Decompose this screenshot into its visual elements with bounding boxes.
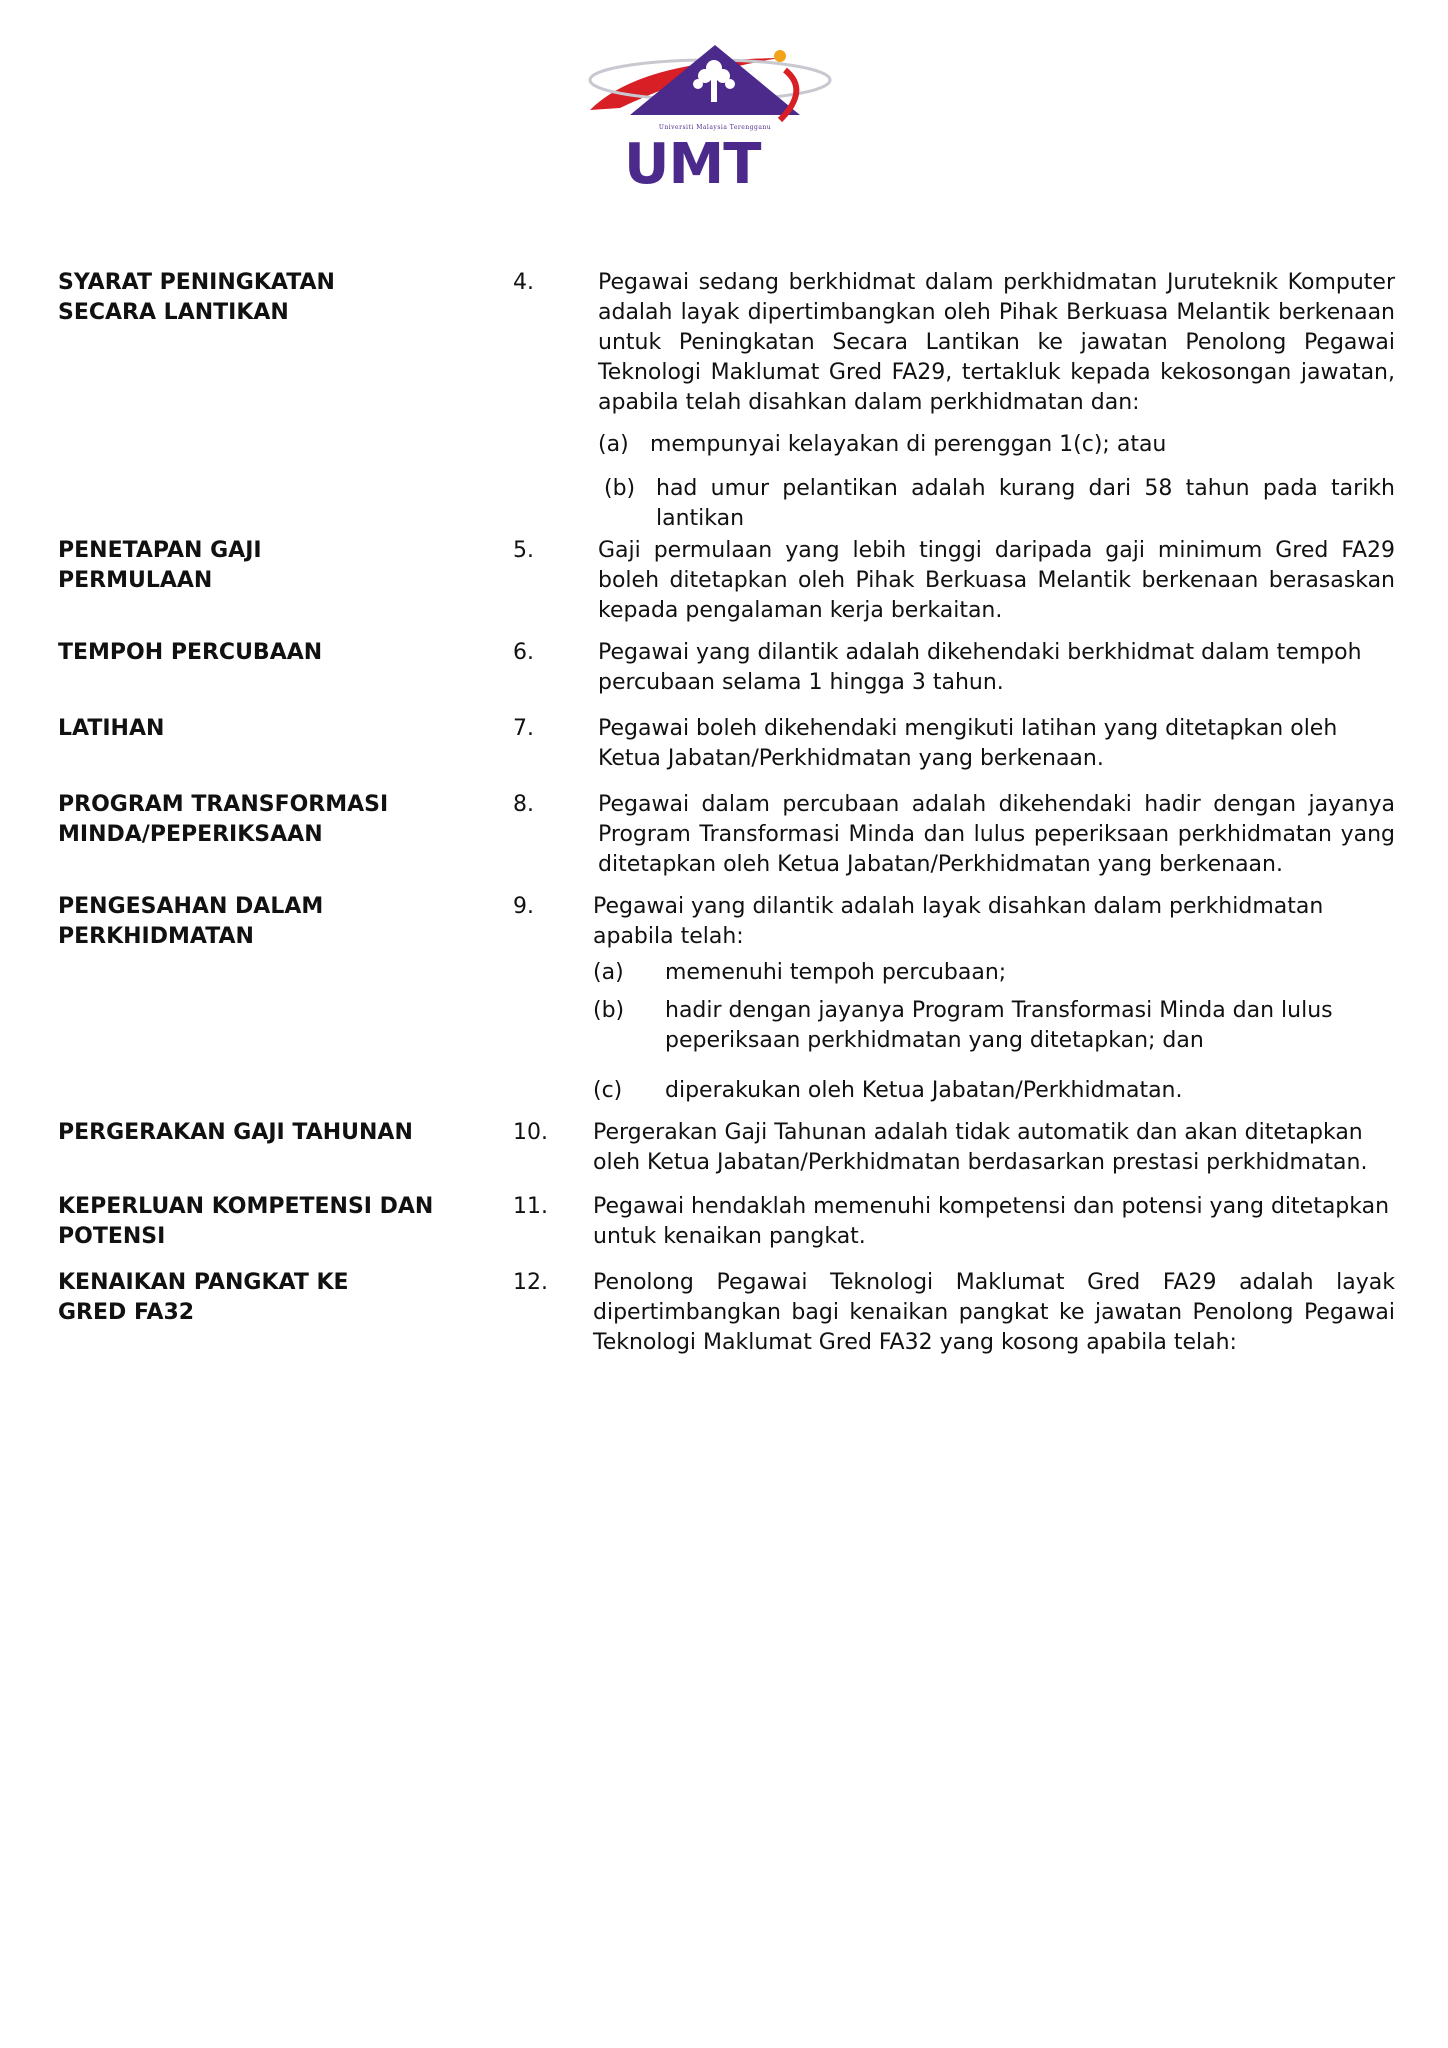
section-title: KEPERLUAN KOMPETENSI DAN POTENSI <box>58 1194 434 1249</box>
section-title: PROGRAM TRANSFORMASI MINDA/PEPERIKSAAN <box>58 792 389 847</box>
section-text: Pegawai sedang berkhidmat dalam perkhidmatan Juruteknik Komputer adalah layak dipertimbangkan oleh Pihak Berkuasa Melantik berkenaan untuk Peningkatan Secara Lantikan ke jawatan Penolong Pegawai Teknologi Maklumat Gred FA29, tertakluk kepada kekosongan jawatan, apabila telah disahkan dalam perkhidmatan dan: (a) mempunyai kelayakan di perenggan 1(c); atau (b) had umur pelantikan adalah kurang dari 58 tahun pada tarikh lantikan <box>598 268 1395 534</box>
section-number: 6. <box>513 640 534 665</box>
section-number: 12. <box>513 1270 548 1295</box>
section-9 <box>58 892 1408 1106</box>
section-text: Pegawai dalam percubaan adalah dikehendaki hadir dengan jayanya Program Transformasi Minda dan lulus peperiksaan perkhidmatan yang ditetapkan oleh Ketua Jabatan/Perkhidmatan yang berkenaan. <box>598 792 1395 877</box>
section-title: PERGERAKAN GAJI TAHUNAN <box>58 1120 413 1145</box>
section-title: LATIHAN <box>58 716 165 741</box>
section-number: 5. <box>513 538 534 563</box>
logo-subtitle: Universiti Malaysia Terengganu <box>658 124 772 131</box>
section-10 <box>58 1118 1408 1178</box>
section-number: 9. <box>513 894 534 919</box>
list-item: (c) diperakukan oleh Ketua Jabatan/Perkhidmatan. <box>593 1078 1183 1103</box>
section-number: 11. <box>513 1194 548 1219</box>
section-7 <box>58 714 1408 774</box>
section-title: SYARAT PENINGKATAN SECARA LANTIKAN <box>58 270 335 325</box>
section-5 <box>58 536 1408 626</box>
section-11 <box>58 1192 1408 1252</box>
section-number: 10. <box>513 1120 548 1145</box>
section-number: 4. <box>513 270 534 295</box>
section-title: PENETAPAN GAJI PERMULAAN <box>58 538 262 593</box>
document-body <box>58 268 1408 1358</box>
section-12 <box>58 1268 1408 1358</box>
umt-logo <box>580 40 850 200</box>
list-item: (b) hadir dengan jayanya Program Transformasi Minda dan lulus peperiksaan perkhidmatan yang ditetapkan; dan <box>593 998 1333 1053</box>
section-title: TEMPOH PERCUBAAN <box>58 640 323 665</box>
section-6 <box>58 638 1408 698</box>
list-item: (b) had umur pelantikan adalah kurang dari 58 tahun pada tarikh lantikan <box>604 476 1395 531</box>
section-text: Pegawai hendaklah memenuhi kompetensi dan potensi yang ditetapkan untuk kenaikan pangkat. <box>593 1194 1390 1249</box>
section-text: Pegawai yang dilantik adalah layak disahkan dalam perkhidmatan apabila telah: (a) memenuhi tempoh percubaan; (b) hadir dengan jayanya Program Transformasi Minda dan lulus peperiksaan perkhidmatan yang ditetapkan; dan (c) diperakukan oleh Ketua Jabatan/Perkhidmatan. <box>593 892 1395 1106</box>
section-number: 7. <box>513 716 534 741</box>
section-text: Pegawai yang dilantik adalah dikehendaki berkhidmat dalam tempoh percubaan selama 1 hingga 3 tahun. <box>598 640 1362 695</box>
section-8 <box>58 790 1408 880</box>
section-title: PENGESAHAN DALAM PERKHIDMATAN <box>58 894 324 949</box>
section-text: Penolong Pegawai Teknologi Maklumat Gred FA29 adalah layak dipertimbangkan bagi kenaikan pangkat ke jawatan Penolong Pegawai Teknologi Maklumat Gred FA32 yang kosong apabila telah: <box>593 1270 1395 1355</box>
section-number: 8. <box>513 792 534 817</box>
section-text: Pegawai boleh dikehendaki mengikuti latihan yang ditetapkan oleh Ketua Jabatan/Perkhidmatan yang berkenaan. <box>598 716 1338 771</box>
list-item: (a) mempunyai kelayakan di perenggan 1(c); atau <box>598 432 1167 457</box>
section-text: Pergerakan Gaji Tahunan adalah tidak automatik dan akan ditetapkan oleh Ketua Jabatan/Perkhidmatan berdasarkan prestasi perkhidmatan. <box>593 1120 1368 1175</box>
section-4 <box>58 268 1408 534</box>
section-title: KENAIKAN PANGKAT KE GRED FA32 <box>58 1270 349 1325</box>
logo-text: UMT <box>624 132 761 197</box>
list-item: (a) memenuhi tempoh percubaan; <box>593 960 1007 985</box>
section-text: Gaji permulaan yang lebih tinggi daripada gaji minimum Gred FA29 boleh ditetapkan oleh Pihak Berkuasa Melantik berkenaan berasaskan kepada pengalaman kerja berkaitan. <box>598 538 1395 623</box>
